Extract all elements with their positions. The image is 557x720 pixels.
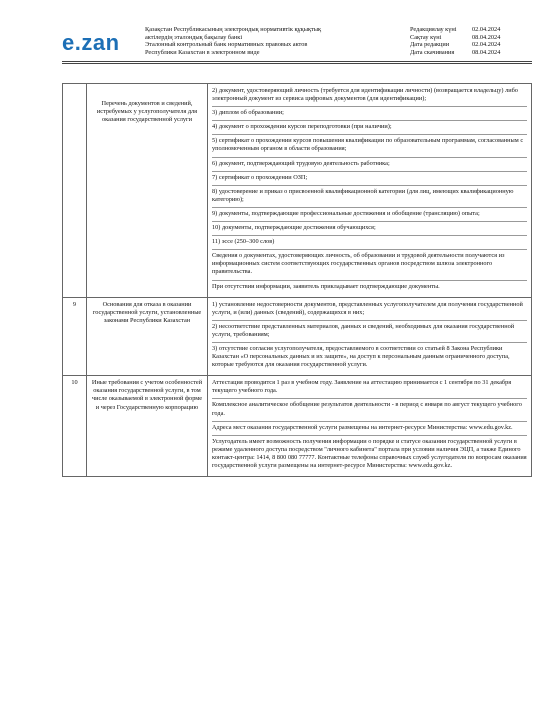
header-divider (62, 63, 532, 64)
date-key: Дата скачивания (410, 48, 455, 56)
row-number: 10 (63, 376, 87, 477)
content-item: 9) документы, подтверждающие профессиональные достижения и обобщение (трансляцию) опыта; (212, 207, 527, 218)
content-item: 2) несоответствие представленных материалов, данных и сведений, необходимых для оказания государственной услуги, требованиям; (212, 320, 527, 339)
content-item: Сведения о документах, удостоверяющих личность, об образовании и трудовой деятельности получаются из информационных систем соответствующих государственных органов посредством шлюза электронного правительства. (212, 249, 527, 276)
date-value: 08.04.2024 (472, 48, 501, 56)
row-content (208, 84, 532, 298)
date-value: 02.04.2024 (472, 41, 501, 49)
content-item: Комплексное аналитическое обобщение результатов деятельности - в период с января по август текущего учебного года. (212, 398, 527, 417)
content-item: Адреса мест оказания государственной услуги размещены на интернет-ресурсе Министерства: www.edu.gov.kz. (212, 421, 527, 432)
content-item: 6) документ, подтверждающий трудовую деятельность работника; (212, 157, 527, 168)
header-org-line: Республики Казахстан в электронном виде (145, 48, 260, 56)
header-org-line: актілердің эталондық бақылау банкі (145, 33, 243, 41)
content-item: 1) установление недостоверности документов, представленных услугополучателем для получения государственной услуги, и (или) данных (сведений), содержащихся в них; (212, 300, 523, 316)
table-row (63, 297, 532, 376)
content-item: 5) сертификат о прохождении курсов повышения квалификации по образовательным программам, согласованным с уполномоченным органом в области образования; (212, 134, 527, 153)
header-org-line: Қазақстан Республикасының электрондық нормативтік құқықтық (145, 26, 322, 33)
header-date-row (410, 26, 512, 34)
header-dates (410, 26, 512, 56)
row-title: Основания для отказа в оказании государственной услуги, установленные законами Республики Казахстан (87, 297, 208, 376)
date-value: 08.04.2024 (472, 33, 501, 41)
header-date-row (410, 34, 512, 42)
row-title: Иные требования с учетом особенностей оказания государственной услуги, в том числе оказываемой в электронной форме и через Государственную корпорацию (87, 376, 208, 477)
content-item: 10) документы, подтверждающие достижения обучающихся; (212, 221, 527, 232)
service-standard-table (62, 83, 532, 477)
date-key: Дата редакции (410, 41, 450, 49)
row-content (208, 297, 532, 376)
date-value: 02.04.2024 (472, 26, 501, 33)
content-item: 4) документ о прохождении курсов переподготовки (при наличии); (212, 120, 527, 131)
date-key: Редакциялау күні (410, 26, 457, 33)
content-item: Услугодатель имеет возможность получения информации о порядке и статусе оказания государственной услуги в режиме удаленного доступа посредством "личного кабинета" портала при условии наличия ЭЦП, а также Единого контакт-центра: 1414, 8 800 080 77777. Контактные телефоны справочных служб услугодателя по вопросам оказания государственной услуги размещены на интернет-ресурсе Министерства: www.edu.gov.kz. (212, 435, 527, 470)
content-item: При отсутствии информации, заявитель прикладывает подтверждающие документы. (212, 280, 527, 291)
table-row (63, 376, 532, 477)
header-org-text (145, 26, 405, 56)
content-item: 8) удостоверение и приказ о присвоенной квалификационной категории (для лиц, имеющих квалификационную категорию); (212, 185, 527, 204)
row-content (208, 376, 532, 477)
row-number: 9 (63, 297, 87, 376)
header-date-row (410, 41, 512, 49)
header-date-row (410, 49, 512, 57)
header-org-line: Эталонный контрольный банк нормативных правовых актов (145, 41, 308, 49)
content-item: Аттестация проводится 1 раз в учебном году. Заявление на аттестацию принимается с 1 сентября по 31 декабря текущего учебного года. (212, 379, 512, 395)
ezan-logo: e.zan (62, 30, 120, 55)
content-item: 3) отсутствие согласия услугополучателя, предоставляемого в соответствии со статьей 8 Закона Республики Казахстан «О персональных данных и их защите», на доступ к персональным данным ограниченного доступа, которые требуются для оказания государственной услуги. (212, 342, 527, 369)
header-divider (62, 61, 532, 62)
content-item: 3) диплом об образовании; (212, 106, 527, 117)
content-item: 11) эссе (250–300 слов) (212, 235, 527, 246)
row-number (63, 84, 87, 298)
date-key: Сақтау күні (410, 33, 442, 41)
table-row (63, 84, 532, 298)
content-item: 2) документ, удостоверяющий личность (требуется для идентификации личности) (возвращается владельцу) либо электронный документ из сервиса цифровых документов (для идентификации); (212, 87, 518, 103)
row-title: Перечень документов и сведений, истребуемых у услугополучателя для оказания государственной услуги (87, 84, 208, 298)
content-item: 7) сертификат о прохождении ОЗП; (212, 171, 527, 182)
